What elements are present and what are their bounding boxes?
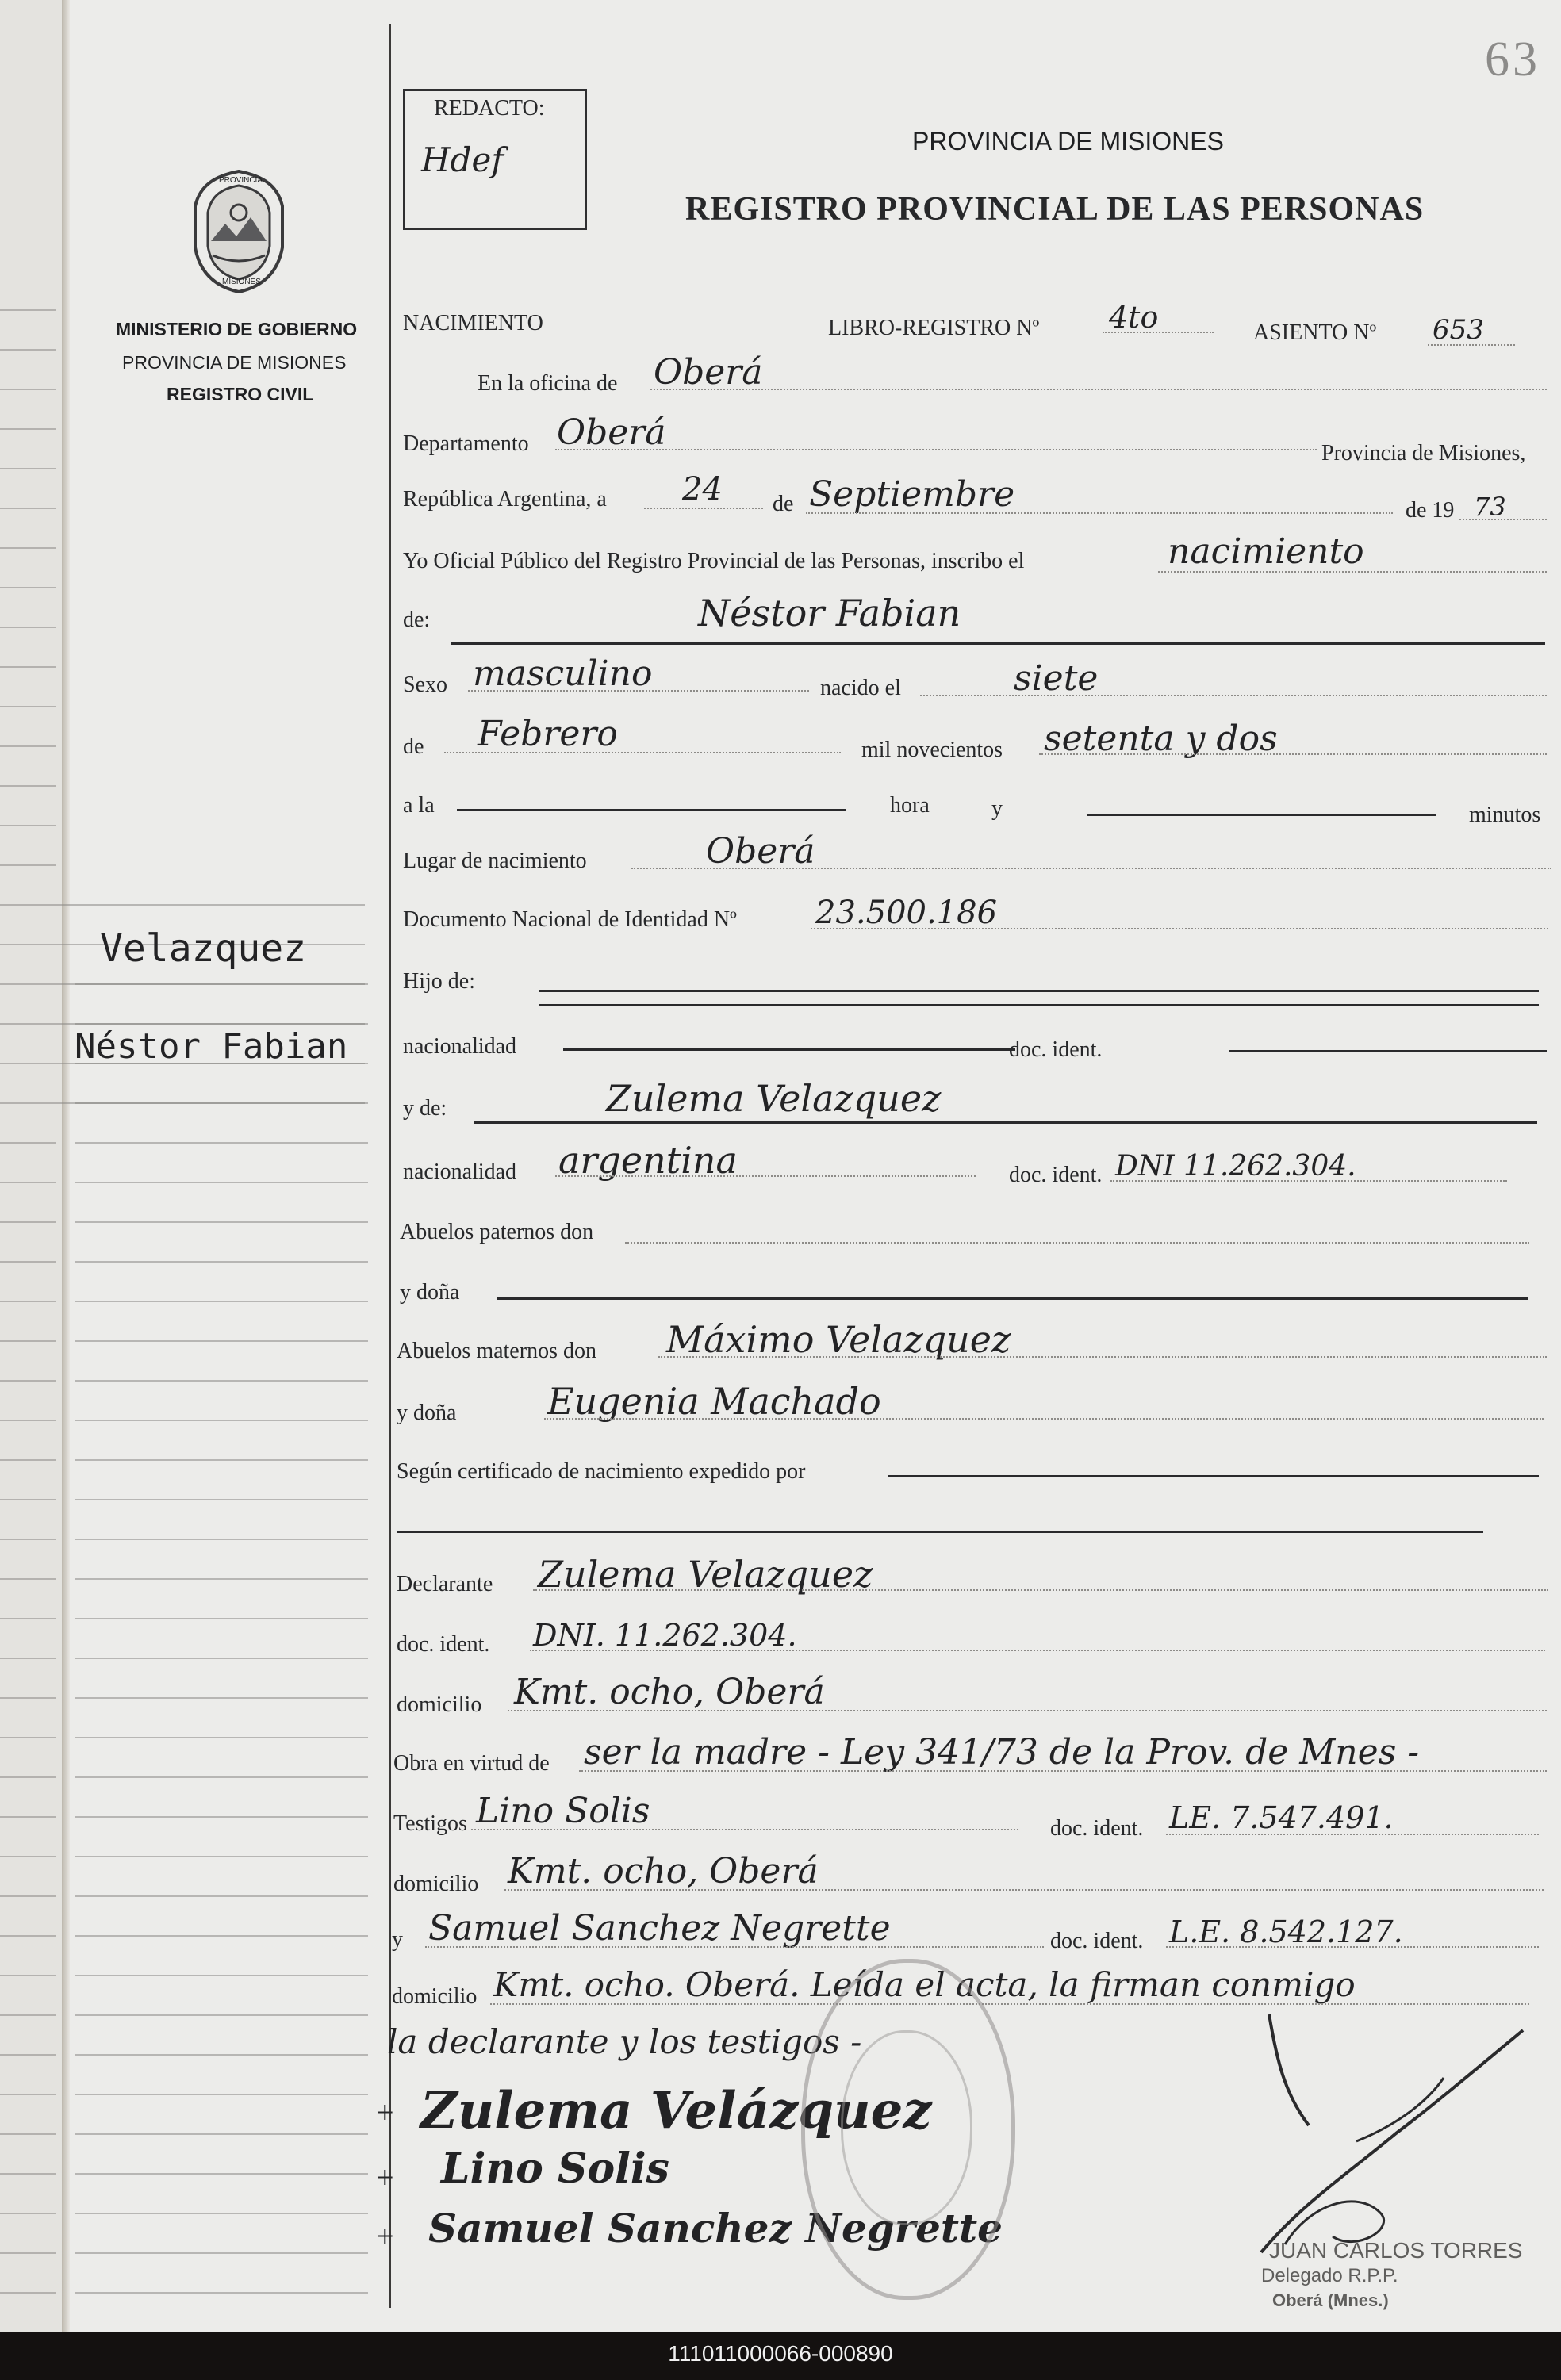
ala-label: a la: [403, 793, 435, 818]
asiento-value: 653: [1433, 314, 1484, 346]
seal-bottom-text: MISIONES: [222, 278, 261, 286]
margin-rule: [0, 1776, 56, 1778]
ydona1-label: y doña: [400, 1280, 460, 1305]
segun-label: Según certificado de nacimiento expedido por: [397, 1459, 806, 1484]
nacionalidad1-label: nacionalidad: [403, 1034, 517, 1059]
dotted-fill-line: [811, 928, 1548, 929]
dotted-fill-line: [631, 868, 1551, 869]
margin-rule: [75, 2213, 368, 2214]
margin-rule: [0, 468, 56, 469]
signature-mark-icon: +: [376, 2094, 394, 2130]
dotted-fill-line: [1103, 332, 1214, 333]
de-label: de: [773, 492, 794, 516]
solid-rule-line: [1087, 814, 1436, 816]
official-rubber-stamp-inner: [841, 2030, 972, 2225]
margin-rule: [75, 1261, 368, 1263]
domicilio1-value: Kmt. ocho, Oberá: [514, 1672, 825, 1712]
libro-value: 4to: [1109, 300, 1159, 335]
domicilio2-label: domicilio: [393, 1872, 479, 1896]
margin-rule: [0, 428, 56, 430]
margin-rule: [75, 1301, 368, 1302]
margin-rule: [75, 1380, 368, 1382]
margin-rule: [0, 1539, 56, 1540]
ydona2-label: y doña: [397, 1401, 457, 1425]
domicilio1-label: domicilio: [397, 1692, 482, 1717]
margin-rule: [75, 1340, 368, 1342]
signature-mark-icon: +: [376, 2218, 394, 2254]
sexo-label: Sexo: [403, 673, 447, 697]
margin-rule: [0, 1975, 56, 1976]
dotted-fill-line: [471, 1829, 1018, 1830]
dotted-fill-line: [425, 1946, 1044, 1948]
de2-label: de:: [403, 607, 431, 632]
margin-rule: [75, 1102, 368, 1104]
solid-rule-line: [451, 642, 1545, 645]
dotted-fill-line: [650, 389, 1547, 390]
republica-label: República Argentina, a: [403, 487, 607, 512]
header-registry: REGISTRO PROVINCIAL DE LAS PERSONAS: [685, 191, 1425, 228]
birth-month-value: Febrero: [478, 714, 618, 754]
column-divider: [389, 24, 391, 2308]
oficial-text: Yo Oficial Público del Registro Provincial de las Personas, inscribo el: [403, 549, 1025, 573]
margin-rule: [0, 2173, 56, 2175]
margin-rule: [0, 508, 56, 509]
margin-rule: [75, 1182, 368, 1183]
solid-rule-line: [497, 1297, 1528, 1300]
margin-rule: [0, 2292, 56, 2294]
margin-rule: [75, 1935, 368, 1937]
month-value: Septiembre: [809, 474, 1015, 515]
margin-rule: [0, 627, 56, 628]
margin-rule: [0, 1816, 56, 1818]
docident2-value: DNI 11.262.304.: [1115, 1150, 1356, 1182]
margin-surname: Velazquez: [100, 926, 307, 971]
docident1-label: doc. ident.: [1009, 1037, 1103, 1062]
y-label: y: [991, 796, 1003, 821]
dotted-fill-line: [806, 512, 1393, 514]
name-value: Néstor Fabian: [698, 592, 961, 634]
oficial-value: nacimiento: [1168, 531, 1364, 572]
margin-rule: [0, 1221, 56, 1223]
margin-rule: [0, 2054, 56, 2056]
official-place: Oberá (Mnes.): [1272, 2290, 1389, 2310]
dotted-fill-line: [658, 1356, 1547, 1358]
declarante-value: Zulema Velazquez: [538, 1553, 873, 1596]
dotted-fill-line: [579, 1770, 1547, 1772]
mil-label: mil novecientos: [861, 738, 1003, 762]
margin-rule: [75, 1618, 368, 1619]
margin-rule: [0, 2252, 56, 2254]
margin-rule: [0, 1856, 56, 1857]
nacimiento-label: NACIMIENTO: [403, 311, 543, 335]
dotted-fill-line: [1428, 344, 1515, 346]
official-title: Delegado R.P.P.: [1261, 2265, 1398, 2286]
margin-rule: [75, 1658, 368, 1659]
dotted-fill-line: [508, 1710, 1547, 1711]
page-number: 63: [1485, 33, 1540, 86]
year-value: 73: [1474, 492, 1506, 522]
mother-value: Zulema Velazquez: [606, 1077, 942, 1120]
abuelos-mat-label: Abuelos maternos don: [397, 1339, 596, 1363]
margin-rule: [75, 1697, 368, 1699]
margin-rule: [75, 1023, 368, 1025]
margin-rule: [75, 1499, 368, 1500]
margin-rule: [75, 2014, 368, 2016]
declarante-label: Declarante: [397, 1572, 493, 1596]
margin-rule: [0, 1380, 56, 1382]
day-value: 24: [682, 471, 723, 508]
margin-rule: [75, 1221, 368, 1223]
dotted-fill-line: [625, 1242, 1529, 1244]
dni-value: 23.500.186: [815, 895, 998, 931]
margin-rule: [0, 825, 56, 826]
margin-rule: [75, 983, 368, 985]
dotted-fill-line: [920, 695, 1547, 696]
dotted-fill-line: [490, 2003, 1529, 2005]
obra-label: Obra en virtud de: [393, 1751, 550, 1776]
official-name: JUAN CARLOS TORRES: [1269, 2238, 1523, 2263]
margin-rule: [0, 706, 56, 707]
margin-rule: [0, 547, 56, 549]
margin-rule: [0, 785, 56, 787]
margin-rule: [0, 1935, 56, 1937]
margin-rule: [75, 1737, 368, 1738]
dotted-fill-line: [555, 449, 1317, 450]
departamento-value: Oberá: [557, 412, 666, 453]
margin-rule: [0, 1261, 56, 1263]
libro-label: LIBRO-REGISTRO Nº: [828, 316, 1040, 340]
margin-rule: [75, 2094, 368, 2095]
margin-rule: [75, 1142, 368, 1144]
margin-rule: [75, 1459, 368, 1461]
margin-rule: [0, 2094, 56, 2095]
signature-2: Lino Solis: [441, 2144, 669, 2193]
solid-rule-line: [539, 990, 1539, 992]
margin-rule: [0, 349, 56, 351]
year-label: de 19: [1406, 498, 1455, 523]
docident3-label: doc. ident.: [397, 1632, 490, 1657]
solid-rule-line: [457, 809, 846, 811]
margin-rule: [0, 745, 56, 747]
margin-rule: [75, 1975, 368, 1976]
signature-3: Samuel Sanchez Negrette: [428, 2205, 1003, 2252]
margin-rule: [0, 1142, 56, 1144]
solid-rule-line: [888, 1475, 1539, 1477]
dotted-fill-line: [533, 1589, 1548, 1591]
margin-rule: [0, 1658, 56, 1659]
dotted-fill-line: [555, 1175, 976, 1177]
asiento-label: ASIENTO Nº: [1253, 320, 1377, 345]
nacionalidad2-value: argentina: [558, 1139, 738, 1182]
margin-rule: [75, 2292, 368, 2294]
closing-value: la declarante y los testigos -: [387, 2022, 862, 2061]
margin-rule: [0, 587, 56, 588]
binding-shadow: [62, 0, 70, 2332]
mil-value: setenta y dos: [1044, 719, 1278, 759]
domicilio3-value: Kmt. ocho. Oberá. Leída el acta, la firman conmigo: [493, 1965, 1356, 2004]
margin-rule: [0, 2213, 56, 2214]
nacido-value: siete: [1014, 658, 1099, 699]
margin-rule: [75, 1539, 368, 1540]
abuelo-mat-value: Máximo Velazquez: [666, 1318, 1011, 1361]
nacionalidad2-label: nacionalidad: [403, 1159, 517, 1184]
docident5-value: L.E. 8.542.127.: [1169, 1914, 1403, 1949]
ministry-line-2: PROVINCIA DE MISIONES: [122, 352, 347, 373]
docident5-label: doc. ident.: [1050, 1929, 1144, 1953]
margin-rule: [0, 309, 56, 311]
margin-rule: [75, 1856, 368, 1857]
margin-rule: [0, 1182, 56, 1183]
solid-rule-line: [397, 1531, 1483, 1533]
solid-rule-line: [1229, 1050, 1547, 1052]
margin-rule: [0, 1895, 56, 1897]
y2-label: y: [392, 1927, 403, 1952]
margin-rule: [0, 1697, 56, 1699]
margin-rule: [0, 2014, 56, 2016]
margin-given-names: Néstor Fabian: [75, 1026, 348, 1067]
provincia-label: Provincia de Misiones,: [1321, 441, 1526, 466]
ministry-line-3: REGISTRO CIVIL: [167, 384, 314, 404]
margin-rule: [0, 1340, 56, 1342]
margin-rule: [75, 1420, 368, 1421]
margin-rule: [75, 1816, 368, 1818]
dotted-fill-line: [644, 508, 763, 509]
abuela-mat-value: Eugenia Machado: [547, 1380, 881, 1423]
margin-rule: [0, 2133, 56, 2135]
sexo-value: masculino: [473, 653, 653, 694]
margin-rule: [0, 1420, 56, 1421]
document-id: 111011000066-000890: [668, 2341, 893, 2366]
domicilio3-label: domicilio: [392, 1984, 478, 2009]
minutos-label: minutos: [1469, 803, 1541, 827]
margin-rule: [75, 2173, 368, 2175]
dotted-fill-line: [530, 1650, 1545, 1651]
redacto-initials: Hdef: [421, 140, 504, 179]
ministry-line-1: MINISTERIO DE GOBIERNO: [116, 319, 358, 339]
margin-rule: [0, 666, 56, 668]
dotted-fill-line: [1039, 753, 1547, 755]
dotted-fill-line: [444, 752, 841, 753]
margin-rule: [0, 1737, 56, 1738]
dni-label: Documento Nacional de Identidad Nº: [403, 907, 737, 932]
signature-mark-icon: +: [376, 2160, 394, 2195]
margin-rule: [0, 1459, 56, 1461]
hijo-label: Hijo de:: [403, 969, 475, 994]
testigos-label: Testigos: [393, 1811, 467, 1836]
lugar-label: Lugar de nacimiento: [403, 849, 587, 873]
domicilio2-value: Kmt. ocho, Oberá: [508, 1851, 819, 1891]
margin-rule: [75, 2133, 368, 2135]
solid-rule-line: [563, 1048, 1015, 1051]
lugar-value: Oberá: [706, 831, 815, 872]
seal-top-text: PROVINCIA: [219, 176, 263, 185]
solid-rule-line: [539, 1004, 1539, 1006]
docident2-label: doc. ident.: [1009, 1163, 1103, 1187]
nacido-label: nacido el: [820, 676, 901, 700]
dotted-fill-line: [1166, 1946, 1539, 1948]
dotted-fill-line: [544, 1418, 1544, 1420]
margin-rule: [0, 904, 365, 906]
obra-value: ser la madre - Ley 341/73 de la Prov. de Mnes -: [584, 1732, 1420, 1773]
dotted-fill-line: [1110, 1180, 1507, 1182]
signature-1: Zulema Velázquez: [420, 2081, 932, 2140]
redacto-box: [403, 89, 587, 230]
de3-label: de: [403, 734, 424, 759]
margin-rule: [75, 1895, 368, 1897]
hora-label: hora: [890, 793, 930, 818]
margin-rule: [0, 1301, 56, 1302]
oficina-value: Oberá: [654, 352, 763, 393]
dotted-fill-line: [504, 1889, 1544, 1891]
margin-rule: [0, 1499, 56, 1500]
solid-rule-line: [474, 1121, 1537, 1124]
header-province: PROVINCIA DE MISIONES: [912, 127, 1224, 155]
margin-rule: [0, 864, 56, 866]
testigo1-value: Lino Solis: [476, 1791, 650, 1831]
margin-rule: [75, 2054, 368, 2056]
docident3-value: DNI. 11.262.304.: [533, 1618, 797, 1653]
abuelos-pat-label: Abuelos paternos don: [400, 1220, 594, 1244]
redacto-label: REDACTO:: [434, 96, 545, 121]
dotted-fill-line: [468, 690, 809, 692]
dotted-fill-line: [1158, 571, 1547, 573]
margin-rule: [0, 1618, 56, 1619]
margin-rule: [0, 389, 56, 390]
margin-rule: [75, 1776, 368, 1778]
margin-rule: [75, 1578, 368, 1580]
testigo2-value: Samuel Sanchez Negrette: [428, 1908, 891, 1949]
margin-rule: [0, 1578, 56, 1580]
docident4-label: doc. ident.: [1050, 1816, 1144, 1841]
margin-rule: [75, 2252, 368, 2254]
dotted-fill-line: [1459, 519, 1547, 520]
docident4-value: LE. 7.547.491.: [1169, 1800, 1394, 1835]
dotted-fill-line: [1166, 1834, 1539, 1835]
provincial-seal-icon: [184, 168, 293, 295]
yde-label: y de:: [403, 1096, 447, 1121]
official-signature-icon: [1237, 2014, 1539, 2268]
departamento-label: Departamento: [403, 431, 529, 456]
oficina-label: En la oficina de: [478, 371, 618, 396]
